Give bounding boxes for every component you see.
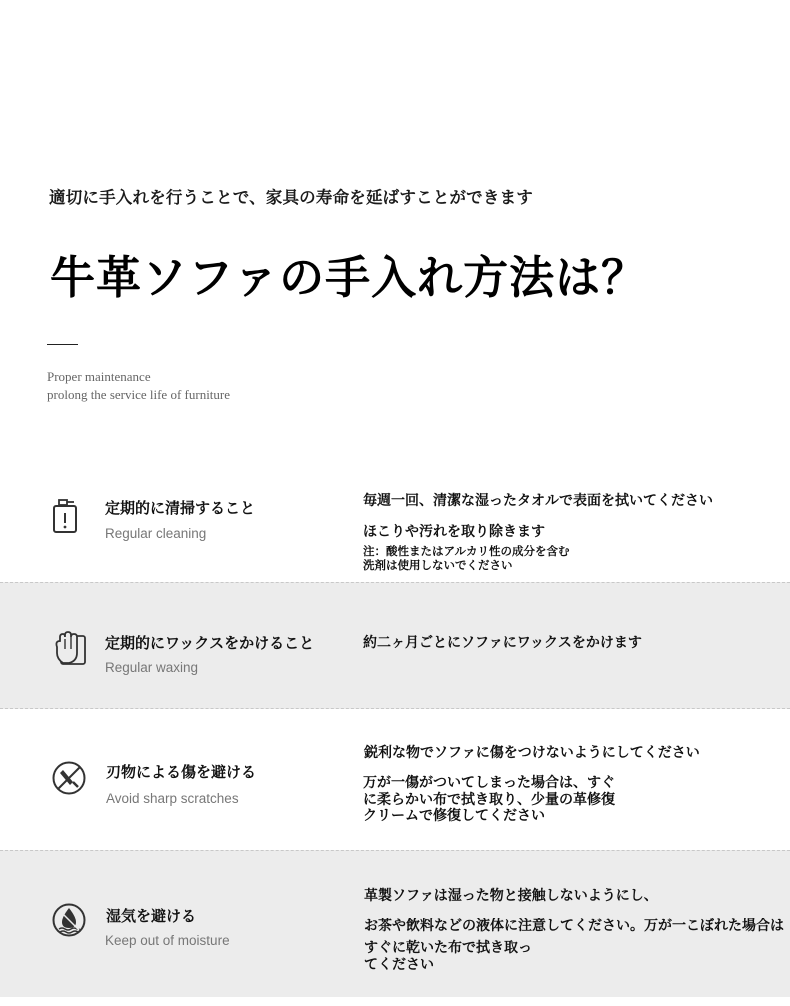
care-item-description: クリームで修復してください xyxy=(363,808,545,824)
care-item-description: 鋭利な物でソファに傷をつけないようにしてください xyxy=(364,745,700,761)
care-item-note: 注：酸性またはアルカリ性の成分を含む xyxy=(363,544,570,558)
care-item-subtitle: Avoid sharp scratches xyxy=(106,791,239,806)
english-tagline-line1: Proper maintenance xyxy=(47,369,151,384)
care-item-description: 約二ヶ月ごとにソファにワックスをかけます xyxy=(363,635,642,651)
care-item-description: てください xyxy=(364,957,434,973)
no-moisture-icon xyxy=(51,902,87,938)
english-tagline-line2: prolong the service life of furniture xyxy=(47,387,231,402)
care-item-title: 定期的に清掃すること xyxy=(105,499,256,517)
title-divider xyxy=(47,344,78,345)
hand-waxing-icon xyxy=(51,631,87,667)
care-item-description: 革製ソファは湿った物と接触しないようにし、 xyxy=(364,888,658,904)
care-item-cleaning xyxy=(0,470,790,582)
care-item-moisture xyxy=(0,850,790,997)
no-sharp-objects-icon xyxy=(51,760,87,796)
care-item-subtitle: Regular cleaning xyxy=(105,526,207,541)
care-item-title: 刃物による傷を避ける xyxy=(106,763,257,781)
care-item-subtitle: Keep out of moisture xyxy=(105,933,230,948)
care-item-description: お茶や飲料などの液体に注意してください。万が一こぼれた場合は xyxy=(364,918,784,934)
care-item-subtitle: Regular waxing xyxy=(105,660,199,675)
care-item-waxing xyxy=(0,582,790,709)
cleaning-spray-icon xyxy=(50,498,80,534)
care-item-description: 万が一傷がついてしまった場合は、すぐ xyxy=(363,775,615,791)
care-item-description: に柔らかい布で拭き取り、少量の革修復 xyxy=(363,792,615,808)
page-title: 牛革ソファの手入れ方法は？ xyxy=(50,251,648,304)
care-item-description: 毎週一回、清潔な湿ったタオルで表面を拭いてください xyxy=(363,493,713,509)
care-item-sharp-objects xyxy=(0,708,790,851)
care-item-title: 湿気を避ける xyxy=(106,907,197,925)
english-tagline xyxy=(47,368,230,404)
care-item-note: 洗剤は使用しないでください xyxy=(363,558,513,572)
care-item-description: ほこりや汚れを取り除きます xyxy=(363,524,545,540)
care-item-description: すぐに乾いた布で拭き取っ xyxy=(364,940,532,956)
care-item-title: 定期的にワックスをかけること xyxy=(105,634,315,652)
page-subtitle: 適切に手入れを行うことで、家具の寿命を延ばすことができます xyxy=(49,188,533,207)
